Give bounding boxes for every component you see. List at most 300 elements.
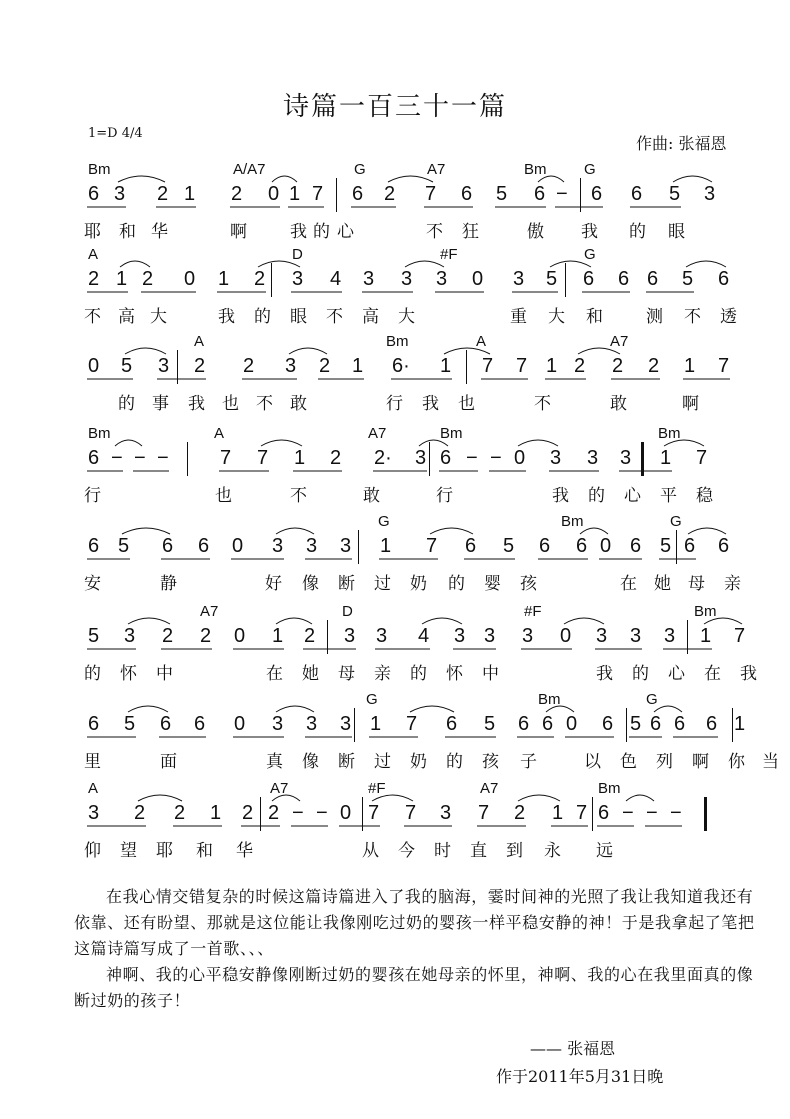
note: 2	[612, 355, 624, 377]
note: 5	[630, 713, 642, 735]
slur	[272, 795, 300, 801]
note: 2	[200, 625, 212, 647]
beam-and-slur-marks	[0, 514, 790, 574]
slur	[626, 795, 654, 801]
note: 7	[257, 447, 269, 469]
beam-and-slur-marks	[0, 162, 790, 222]
chord-symbol: Bm	[88, 161, 111, 178]
lyric-character: 婴	[484, 574, 501, 594]
lyric-character: 直	[470, 841, 487, 861]
chord-symbol: #F	[440, 246, 458, 263]
slur	[276, 618, 312, 624]
beam-and-slur-marks	[0, 604, 790, 664]
lyric-character: 亲	[374, 664, 391, 684]
lyric-character: 的	[313, 222, 330, 242]
note: 0	[88, 355, 100, 377]
slur	[410, 706, 454, 712]
slur	[128, 618, 170, 624]
note: −	[670, 802, 682, 824]
lyric-character: 的	[254, 307, 271, 327]
note: −	[316, 802, 328, 824]
note: 2	[231, 183, 243, 205]
lyric-character: 中	[156, 664, 173, 684]
note: 4	[418, 625, 430, 647]
lyric-character: 不	[256, 394, 273, 414]
note: 3	[401, 268, 413, 290]
chord-symbol: A	[88, 780, 99, 797]
lyric-character: 稳	[696, 486, 713, 506]
lyric-character: 永	[544, 841, 561, 861]
slur	[564, 618, 604, 624]
note: 5	[121, 355, 133, 377]
note: 0	[472, 268, 484, 290]
note: −	[490, 447, 502, 469]
note: 1	[440, 355, 452, 377]
note: 7	[425, 183, 437, 205]
note: 2	[514, 802, 526, 824]
slur	[138, 795, 182, 801]
lyric-character: 事	[152, 394, 169, 414]
slur	[261, 440, 302, 446]
lyric-character: 她	[654, 574, 671, 594]
note: 7	[718, 355, 730, 377]
chord-symbol: G	[646, 691, 658, 708]
note: 2	[319, 355, 331, 377]
slur	[419, 440, 448, 446]
lyric-character: 也	[215, 486, 232, 506]
note: 2	[648, 355, 660, 377]
slur	[276, 706, 314, 712]
chord-symbol: A7	[480, 780, 499, 797]
lyric-character: 望	[120, 841, 137, 861]
lyric-character: 色	[620, 752, 637, 772]
chord-symbol: Bm	[386, 333, 409, 350]
lyric-character: 敢	[363, 486, 380, 506]
note: 0	[560, 625, 572, 647]
lyric-character: 和	[196, 841, 213, 861]
slur	[128, 706, 168, 712]
lyric-character: 不	[426, 222, 443, 242]
lyric-character: 孩	[520, 574, 537, 594]
note: 0	[566, 713, 578, 735]
lyric-character: 啊	[682, 394, 699, 414]
beam-and-slur-marks	[0, 334, 790, 394]
note: 3	[363, 268, 375, 290]
lyric-character: 母	[688, 574, 705, 594]
key-signature: 1=D 4/4	[88, 126, 143, 141]
lyric-character: 华	[151, 222, 168, 242]
note: 6	[88, 447, 100, 469]
note: −	[292, 802, 304, 824]
lyric-character: 时	[434, 841, 451, 861]
author-note-paragraph-2: 神啊、我的心平稳安静像刚断过奶的婴孩在她母亲的怀里，神啊、我的心在我里面真的像断过奶的孩子！	[74, 965, 754, 1010]
lyric-character: 奶	[410, 752, 427, 772]
lyric-character: 我	[290, 222, 307, 242]
note: −	[556, 183, 568, 205]
composer-credit: 作曲: 张福恩	[636, 134, 727, 153]
lyric-character: 到	[506, 841, 523, 861]
lyric-character: 高	[118, 307, 135, 327]
note: 6·	[392, 355, 410, 377]
lyric-character: 母	[338, 664, 355, 684]
note: 0	[600, 535, 612, 557]
slur	[550, 261, 591, 267]
note: 2	[243, 355, 255, 377]
slur	[405, 261, 444, 267]
note: 3	[630, 625, 642, 647]
note: 6	[446, 713, 458, 735]
note: 0	[268, 183, 280, 205]
lyric-character: 孩	[482, 752, 499, 772]
note: 2	[242, 802, 254, 824]
lyric-character: 在	[620, 574, 637, 594]
lyric-character: 啊	[692, 752, 709, 772]
note: 6	[88, 183, 100, 205]
chord-symbol: A7	[368, 425, 387, 442]
note: −	[622, 802, 634, 824]
note: 6	[650, 713, 662, 735]
note: 6	[706, 713, 718, 735]
lyric-character: 高	[362, 307, 379, 327]
lyric-character: 在	[704, 664, 721, 684]
note: 3	[454, 625, 466, 647]
beam-and-slur-marks	[0, 781, 790, 841]
lyric-character: 我	[581, 222, 598, 242]
lyric-character: 怀	[446, 664, 463, 684]
note: 7	[696, 447, 708, 469]
note: 3	[340, 535, 352, 557]
chord-symbol: A	[476, 333, 487, 350]
lyric-character: 眼	[290, 307, 307, 327]
note: 1	[272, 625, 284, 647]
lyric-character: 在	[266, 664, 283, 684]
note: 6	[684, 535, 696, 557]
chord-symbol: Bm	[524, 161, 547, 178]
lyric-character: 我	[596, 664, 613, 684]
note: 6	[352, 183, 364, 205]
slur	[430, 528, 473, 534]
note: 3	[440, 802, 452, 824]
note: 6	[162, 535, 174, 557]
note: 1	[218, 268, 230, 290]
note: 6	[718, 535, 730, 557]
note: 1	[734, 713, 746, 735]
note: 3	[587, 447, 599, 469]
lyric-character: 心	[624, 486, 641, 506]
slur	[289, 348, 327, 354]
note: 6	[583, 268, 595, 290]
chord-symbol: #F	[368, 780, 386, 797]
note: 3	[415, 447, 427, 469]
note: 1	[289, 183, 301, 205]
slur	[276, 528, 314, 534]
note: 0	[184, 268, 196, 290]
note: 3	[376, 625, 388, 647]
chord-symbol: A7	[427, 161, 446, 178]
author-note-paragraph-1: 在我心情交错复杂的时候这篇诗篇进入了我的脑海，霎时间神的光照了我让我知道我还有依靠、还有盼望、那就是这位能让我像刚吃过奶的婴孩一样平稳安静的神！于是我拿起了笔把这篇诗篇写成了一首歌、、、	[74, 887, 755, 958]
note: 6	[576, 535, 588, 557]
lyric-character: 我	[552, 486, 569, 506]
note: 5	[484, 713, 496, 735]
lyric-character: 我	[188, 394, 205, 414]
chord-symbol: Bm	[88, 425, 111, 442]
note: 6	[88, 713, 100, 735]
lyric-character: 像	[302, 752, 319, 772]
note: 2	[134, 802, 146, 824]
lyric-character: 断	[338, 574, 355, 594]
note: 2	[574, 355, 586, 377]
lyric-character: 的	[629, 222, 646, 242]
lyric-character: 的	[118, 394, 135, 414]
chord-symbol: A/A7	[233, 161, 266, 178]
chord-symbol: D	[342, 603, 353, 620]
chord-symbol: A	[214, 425, 225, 442]
note: 6	[647, 268, 659, 290]
chord-symbol: G	[670, 513, 682, 530]
note: 5	[682, 268, 694, 290]
note: 5	[669, 183, 681, 205]
lyric-character: 里	[84, 752, 101, 772]
beam-and-slur-marks	[0, 426, 790, 486]
note: 0	[234, 625, 246, 647]
note: −	[646, 802, 658, 824]
note: 6	[618, 268, 630, 290]
lyric-character: 华	[236, 841, 253, 861]
chord-symbol: Bm	[658, 425, 681, 442]
note: 3	[285, 355, 297, 377]
note: 6	[539, 535, 551, 557]
note: 7	[405, 802, 417, 824]
chord-symbol: Bm	[538, 691, 561, 708]
lyric-character: 耶	[84, 222, 101, 242]
lyric-character: 傲	[527, 222, 544, 242]
slur	[664, 440, 704, 446]
chord-symbol: G	[584, 246, 596, 263]
lyric-character: 透	[720, 307, 737, 327]
note: 1	[380, 535, 392, 557]
lyric-character: 大	[150, 307, 167, 327]
lyric-character: 不	[684, 307, 701, 327]
slur	[422, 618, 462, 624]
lyric-character: 过	[374, 574, 391, 594]
lyric-character: 眼	[668, 222, 685, 242]
lyric-character: 你	[728, 752, 745, 772]
note: −	[134, 447, 146, 469]
note: 5	[118, 535, 130, 557]
slur	[538, 176, 564, 182]
note: 2	[304, 625, 316, 647]
lyric-character: 的	[84, 664, 101, 684]
note: 6	[194, 713, 206, 735]
note: 2	[157, 183, 169, 205]
lyric-character: 真	[266, 752, 283, 772]
note: 3	[272, 713, 284, 735]
note: 7	[312, 183, 324, 205]
note: 0	[232, 535, 244, 557]
lyric-character: 的	[588, 486, 605, 506]
note: 3	[344, 625, 356, 647]
note: 3	[158, 355, 170, 377]
lyric-character: 好	[265, 574, 282, 594]
lyric-character: 心	[337, 222, 354, 242]
note: 5	[660, 535, 672, 557]
note: 5	[546, 268, 558, 290]
note: 5	[124, 713, 136, 735]
lyric-character: 列	[656, 752, 673, 772]
chord-symbol: Bm	[598, 780, 621, 797]
note: 4	[330, 268, 342, 290]
note: 3	[522, 625, 534, 647]
lyric-character: 过	[374, 752, 391, 772]
note: 3	[272, 535, 284, 557]
beam-and-slur-marks	[0, 247, 790, 307]
note: 2	[194, 355, 206, 377]
lyric-character: 怀	[120, 664, 137, 684]
chord-symbol: G	[584, 161, 596, 178]
note: 1	[684, 355, 696, 377]
note: 1	[370, 713, 382, 735]
note: 3	[704, 183, 716, 205]
slur	[580, 528, 608, 534]
slur	[688, 528, 726, 534]
beam-and-slur-marks	[0, 692, 790, 752]
note: 3	[340, 713, 352, 735]
chord-symbol: D	[292, 246, 303, 263]
note: 6	[198, 535, 210, 557]
slur	[120, 261, 150, 267]
lyric-character: 也	[222, 394, 239, 414]
note: 6	[602, 713, 614, 735]
lyric-character: 从	[362, 841, 379, 861]
note: 6	[518, 713, 530, 735]
note: 3	[88, 802, 100, 824]
note: 3	[620, 447, 632, 469]
note: 6	[674, 713, 686, 735]
slur	[372, 795, 413, 801]
note: 3	[436, 268, 448, 290]
lyric-character: 安	[84, 574, 101, 594]
note: 5	[88, 625, 100, 647]
slur	[546, 706, 574, 712]
chord-symbol: G	[366, 691, 378, 708]
note: 2	[384, 183, 396, 205]
lyric-character: 我	[218, 307, 235, 327]
slur	[125, 348, 166, 354]
lyric-character: 耶	[156, 841, 173, 861]
lyric-character: 她	[302, 664, 319, 684]
note: 1	[294, 447, 306, 469]
lyric-character: 不	[290, 486, 307, 506]
chord-symbol: Bm	[561, 513, 584, 530]
lyric-character: 大	[398, 307, 415, 327]
lyric-character: 当	[762, 752, 779, 772]
lyric-character: 中	[482, 664, 499, 684]
lyric-character: 仰	[84, 841, 101, 861]
note: 2	[162, 625, 174, 647]
note: 1	[660, 447, 672, 469]
lyric-character: 重	[510, 307, 527, 327]
chord-symbol: #F	[524, 603, 542, 620]
chord-symbol: A	[194, 333, 205, 350]
note: 1	[116, 268, 128, 290]
note: 0	[340, 802, 352, 824]
lyric-character: 静	[160, 574, 177, 594]
signature: —— 张福恩	[530, 1039, 616, 1058]
lyric-character: 的	[410, 664, 427, 684]
lyric-character: 亲	[724, 574, 741, 594]
slur	[518, 440, 558, 446]
note: 0	[234, 713, 246, 735]
lyric-character: 和	[119, 222, 136, 242]
note: 6	[718, 268, 730, 290]
chord-symbol: A7	[610, 333, 629, 350]
note: 6	[534, 183, 546, 205]
slur	[444, 348, 490, 354]
slur	[118, 176, 165, 182]
lyric-character: 的	[446, 752, 463, 772]
note: 7	[576, 802, 588, 824]
note: −	[157, 447, 169, 469]
chord-symbol: A	[88, 246, 99, 263]
note: 6	[88, 535, 100, 557]
note: 6	[542, 713, 554, 735]
note: 7	[220, 447, 232, 469]
note: 3	[484, 625, 496, 647]
note: 3	[292, 268, 304, 290]
date-line: 作于2011年5月31日晚	[496, 1067, 664, 1086]
note: 2·	[374, 447, 392, 469]
note: 6	[440, 447, 452, 469]
note: 2	[174, 802, 186, 824]
slur	[258, 261, 300, 267]
note: 3	[664, 625, 676, 647]
slur	[388, 176, 433, 182]
lyric-character: 的	[448, 574, 465, 594]
chord-symbol: A7	[270, 780, 289, 797]
slur	[673, 176, 712, 182]
note: 6	[461, 183, 473, 205]
note: 7	[516, 355, 528, 377]
note: 7	[368, 802, 380, 824]
note: 1	[210, 802, 222, 824]
lyric-character: 不	[534, 394, 551, 414]
note: 2	[142, 268, 154, 290]
lyric-character: 和	[586, 307, 603, 327]
note: 6	[631, 183, 643, 205]
note: 0	[514, 447, 526, 469]
note: 5	[503, 535, 515, 557]
lyric-character: 平	[660, 486, 677, 506]
note: 3	[306, 535, 318, 557]
note: 3	[550, 447, 562, 469]
lyric-character: 不	[84, 307, 101, 327]
slur	[518, 795, 560, 801]
note: 6	[591, 183, 603, 205]
song-title: 诗篇一百三十一篇	[282, 92, 507, 122]
chord-symbol: G	[378, 513, 390, 530]
note: 2	[88, 268, 100, 290]
lyric-character: 行	[84, 486, 101, 506]
note: 1	[546, 355, 558, 377]
slur	[115, 440, 142, 446]
lyric-character: 像	[302, 574, 319, 594]
lyric-character: 今	[398, 841, 415, 861]
lyric-character: 远	[596, 841, 613, 861]
note: 1	[552, 802, 564, 824]
slur	[704, 618, 742, 624]
chord-symbol: G	[354, 161, 366, 178]
note: −	[466, 447, 478, 469]
